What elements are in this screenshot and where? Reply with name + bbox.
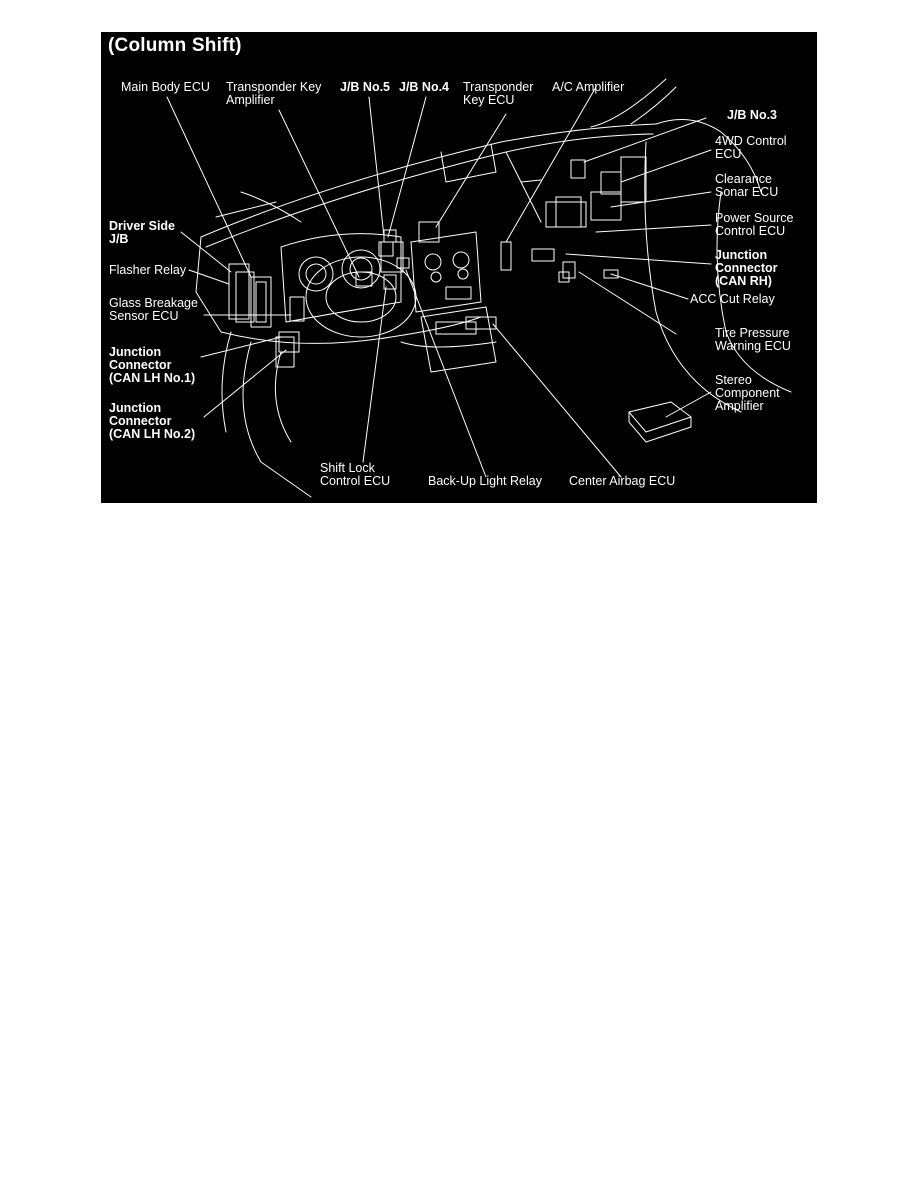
label-stereo-component-amplifier: Stereo Component Amplifier [715,373,780,413]
label-transponder-key-ecu: Transponder Key ECU [463,80,534,107]
label-transponder-key-amplifier: Transponder Key Amplifier [226,80,322,107]
label-jb-no3: J/B No.3 [727,108,778,122]
label-tire-pressure-warning-ecu: Tire Pressure Warning ECU [715,326,791,353]
label-flasher-relay: Flasher Relay [109,263,187,277]
label-power-source-control-ecu: Power Source Control ECU [715,211,794,238]
dashboard-illustration [101,32,817,503]
diagram-title: (Column Shift) [108,35,242,56]
label-acc-cut-relay: ACC Cut Relay [690,292,775,306]
label-main-body-ecu: Main Body ECU [121,80,210,94]
label-jb-no5: J/B No.5 [340,80,391,94]
label-junction-connector-can-lh-no1: Junction Connector (CAN LH No.1) [109,345,196,385]
label-jb-no4: J/B No.4 [399,80,450,94]
label-clearance-sonar-ecu: Clearance Sonar ECU [715,172,779,199]
dashboard-outline [196,79,791,497]
label-glass-breakage-sensor-ecu: Glass Breakage Sensor ECU [109,296,198,323]
label-junction-connector-can-lh-no2: Junction Connector (CAN LH No.2) [109,401,196,441]
label-center-airbag-ecu: Center Airbag ECU [569,474,676,488]
label-backup-light-relay: Back-Up Light Relay [428,474,542,488]
label-4wd-control-ecu: 4WD Control ECU [715,134,787,161]
label-ac-amplifier: A/C Amplifier [552,80,625,94]
label-shift-lock-control-ecu: Shift Lock Control ECU [320,461,391,488]
label-driver-side-jb: Driver Side J/B [109,219,176,246]
dashboard-component-location-diagram [101,32,817,503]
label-junction-connector-can-rh: Junction Connector (CAN RH) [715,248,778,288]
instrument-cluster [281,232,496,372]
